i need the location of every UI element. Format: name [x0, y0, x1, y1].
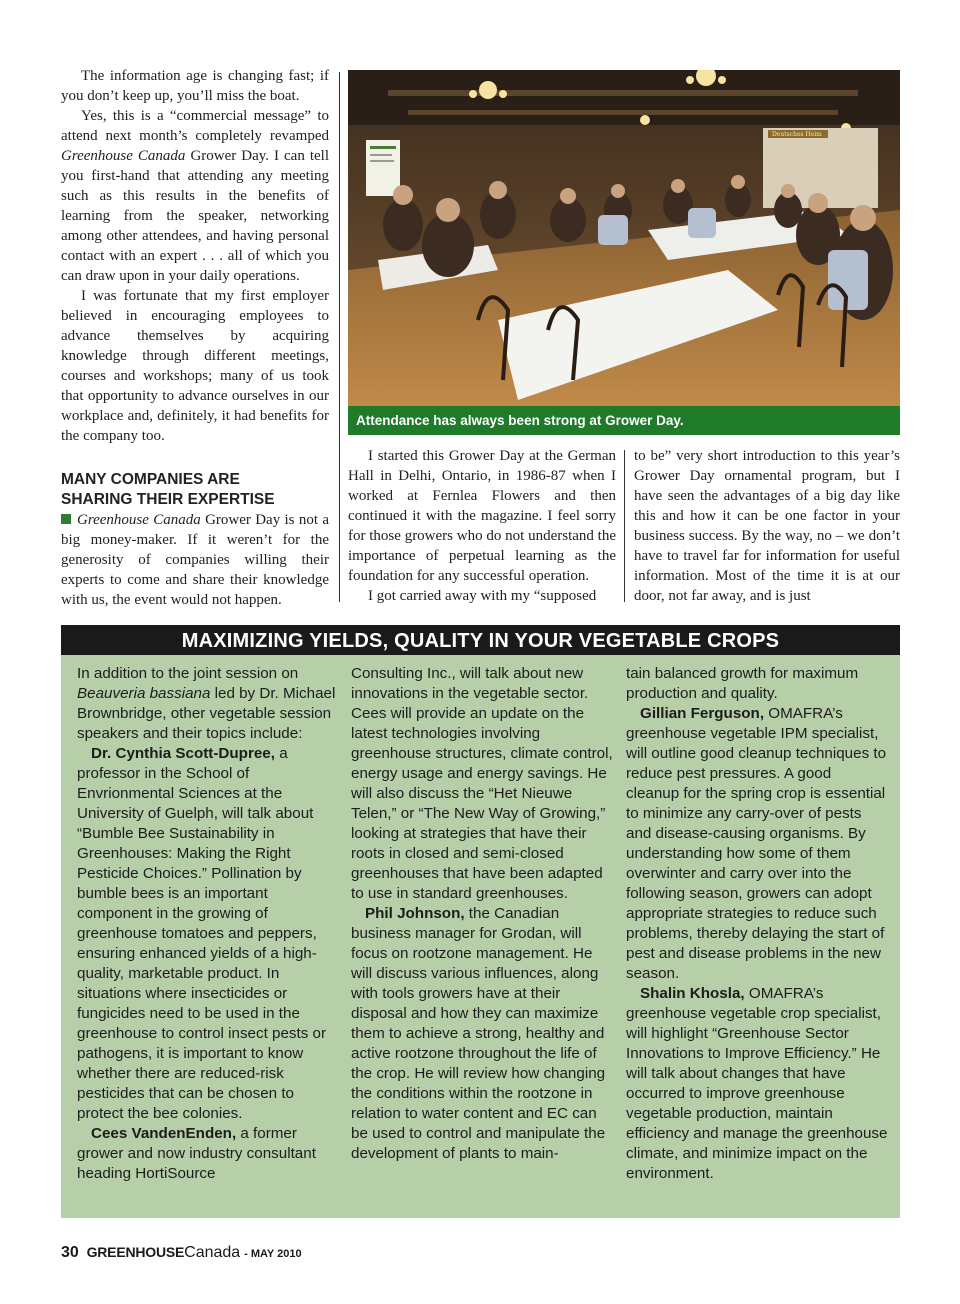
page-footer: [61, 1244, 302, 1262]
sidebar-intro-paragraph: [77, 664, 339, 744]
commercial-paragraph: [61, 106, 329, 286]
johnson-continued: tain balanced growth for maximum production and quality.: [626, 665, 859, 702]
magazine-name: Greenhouse Canada: [61, 148, 186, 164]
speaker-name: Phil Johnson,: [365, 905, 465, 922]
issue-date: - MAY 2010: [244, 1248, 302, 1260]
vandenenden-continued: Consulting Inc., will talk about new innovations in the vegetable sector. Cees will provide an update on the latest technologies involving greenhouse structures, climate control, energy usage and energy savings. He will also discuss the “Het Nieuwe Telen,” or “The New Way of Growing,” looking at strategies that have their roots in closed and semi-closed greenhouses that have been adapted to use in standard greenhouses.: [351, 665, 613, 902]
sidebar-column-3: [626, 664, 888, 1184]
section-subhead: [61, 470, 329, 510]
column-divider: [339, 72, 340, 602]
speaker-name: Gillian Ferguson,: [640, 705, 765, 722]
sidebar-column-2: [351, 664, 613, 1164]
magazine-title-rest: Canada: [184, 1244, 241, 1261]
carried-away-paragraph: I got carried away with my “supposed: [368, 588, 597, 604]
speaker-johnson: [351, 904, 613, 1164]
speaker-vandenenden: [77, 1124, 339, 1184]
introduction-continued-paragraph: to be” very short introduction to this year’s Grower Day ornamental program, but I have seen the advantages of a big day like this and how it can be one factor in your business success. By the way, no – we don’t have to travel far for information for useful information. Most of the time it is at our door, not far away, and is just: [634, 448, 900, 604]
subhead-line-2: SHARING THEIR EXPERTISE: [61, 491, 275, 508]
species-name: Beauveria bassiana: [77, 685, 211, 702]
speaker-description: a professor in the School of Envrionmental Sciences at the University of Guelph, will talk about “Bumble Bee Sustainability in Greenhouses: Making the Right Pesticide Choices.” Pollination by bumble bees is an important component in the growing of greenhouse tomatoes and peppers, ensuring enhanced yields of a high-quality, marketable product. In situations where insecticides or fungicides need to be used in the greenhouse to control insect pests or pathogens, it is important to know whether there are reduced-risk pesticides that can be chosen to protect the bee colonies.: [77, 745, 327, 1122]
intro-paragraph: The information age is changing fast; if you don’t keep up, you’ll miss the boat.: [61, 68, 329, 104]
speaker-scott-dupree: [77, 744, 339, 1124]
commercial-text-start: Yes, this is a “commercial message” to attend next month’s completely revamped: [61, 108, 329, 144]
right-column: [634, 446, 900, 606]
subhead-line-1: MANY COMPANIES ARE: [61, 471, 240, 488]
speaker-description: the Canadian business manager for Grodan, will focus on rootzone management. He will discuss various influences, along with tools growers have at their disposal and how they can maximize them to achieve a strong, healthy and active rootzone throughout the life of the crop. He will review how changing the conditions within the rootzone in relation to water content and EC can be used to control and manipulate the development of plants to main-: [351, 905, 606, 1162]
speaker-khosla: [626, 984, 888, 1184]
commercial-text-end: Grower Day. I can tell you first-hand that attending any meeting such as this results in the benefits of learning from the speaker, networking among other attendees, and having personal contact with an expert . . . all of which you can draw upon in your daily operations.: [61, 148, 329, 284]
column-divider-2: [624, 450, 625, 602]
hall-banner-text: Deutsches Heim: [772, 131, 822, 138]
companies-text: Grower Day is not a big money-maker. If it weren’t for the generosity of companies willing their experts to come and share their knowledge with us, the event would not happen.: [61, 512, 329, 608]
employer-paragraph: I was fortunate that my first employer believed in encouraging employees to advance themselves by acquiring knowledge through different meetings, courses and workshops; many of us took that opportunity to advance ourselves in our workplace and, definitely, it had benefits for the company too.: [61, 288, 329, 444]
sidebar-intro-text-b: led by Dr. Michael Brownbridge, other vegetable session speakers and their topics include:: [77, 685, 336, 742]
speaker-ferguson: [626, 704, 888, 984]
sidebar-box-title: MAXIMIZING YIELDS, QUALITY IN YOUR VEGETABLE CROPS: [61, 625, 900, 655]
companies-paragraph: [61, 510, 329, 610]
speaker-description: OMAFRA’s greenhouse vegetable IPM specialist, will outline good cleanup techniques to reduce pest pressures. A good cleanup for the spring crop is essential to minimize any carry-over of pests and disease-causing organisms. By understanding how some of them overwinter and carry over into the following season, growers can adopt appropriate strategies to reduce such problems, thereby delaying the start of pest and disease problems in the new season.: [626, 705, 887, 982]
page-number: 30: [61, 1244, 79, 1261]
left-column: [61, 66, 329, 610]
sidebar-column-1: [77, 664, 339, 1184]
speaker-description: a former grower and now industry consultant heading HortiSource: [77, 1125, 316, 1182]
conference-hall-illustration: [348, 70, 900, 406]
speaker-description: OMAFRA’s greenhouse vegetable crop specialist, will highlight “Greenhouse Sector Innovations to Improve Efficiency.” He will talk about changes that have occurred to improve greenhouse vegetable production, maintain efficiency and manage the greenhouse climate, and minimize impact on the environment.: [626, 985, 888, 1182]
speaker-name: Shalin Khosla,: [640, 985, 745, 1002]
green-square-bullet-icon: [61, 514, 71, 524]
photo-caption: Attendance has always been strong at Grower Day.: [348, 406, 900, 435]
sidebar-intro-text-a: In addition to the joint session on: [77, 665, 299, 682]
magazine-title-bold: GREENHOUSE: [86, 1244, 185, 1260]
speaker-name: Dr. Cynthia Scott-Dupree,: [91, 745, 275, 762]
middle-column: [348, 446, 616, 606]
history-paragraph: I started this Grower Day at the German Hall in Delhi, Ontario, in 1986-87 when I worked at Fernlea Flowers and then continued it with the magazine. I feel sorry for those growers who do not understand the importance of perpetual learning as the foundation for any successful operation.: [348, 448, 616, 584]
grower-day-photo: [348, 70, 900, 406]
speaker-name: Cees VandenEnden,: [91, 1125, 237, 1142]
magazine-name-2: Greenhouse Canada: [77, 512, 201, 528]
